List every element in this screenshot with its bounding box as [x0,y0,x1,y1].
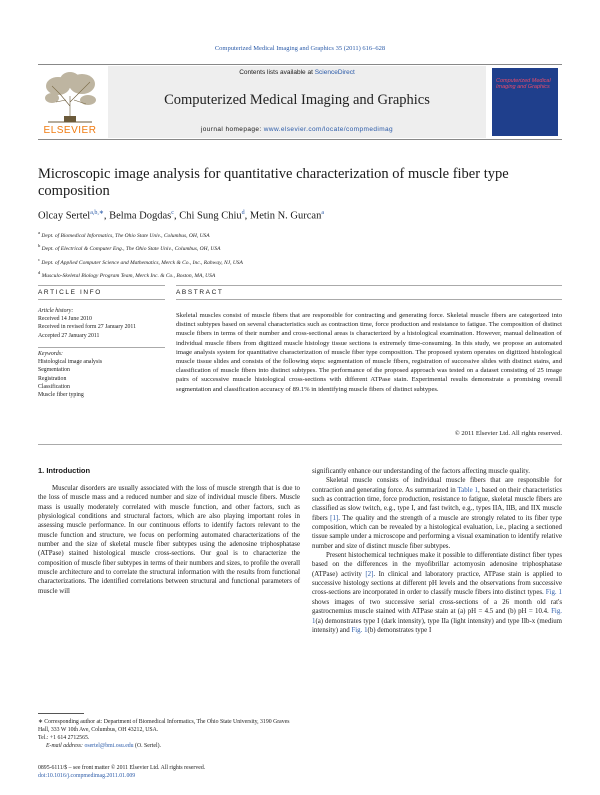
author-name: Chi Sung Chiu [179,210,242,222]
author-list: Olcay Sertel$^{a,b,∗}$, Belma Dogdas$^c$, Chi Sung Chiu$^d$, Metin N. Gurcan$^a$ [38,210,324,222]
contents-prefix: Contents lists available at [239,69,315,76]
history-item: Accepted 27 January 2011 [38,332,100,339]
article-history [38,307,168,340]
affiliation-item: $^b$ Dept. of Electrical & Computer Eng., The Ohio State Univ., Columbus, OH, USA [38,243,221,253]
keyword-item: Segmentation [38,367,70,374]
header-rule-bottom [38,139,562,140]
right-column [312,467,562,635]
keywords-list [38,350,168,399]
keyword-item: Classification [38,383,70,390]
keyword-item: Registration [38,375,67,382]
front-matter-info [38,764,300,780]
intro-paragraph: Muscular disorders are usually associated with the loss of muscle strength that is due to the loss of muscle mass and a reduced number and size of individual muscle fibers. Muscle mass is usually moderately correlated with muscle function, and other factors, such as physiological conditions and structural factors, which are also playing important roles in assessing muscle performance. In our continuous efforts to identify factors relevant to the muscle function and structure, we focus on performing automated characterizations of the number and the size of skeletal muscle fiber subtypes using the adenosine triphosphatase (ATPase) stained histological muscle cross-sections. Our goal is to characterize the composition of muscle fiber subtypes in terms of their numbers and sizes, to profile the overall muscle architecture and to correlate the structural information with the results from functional characterizations. The identified correlations between structural and functional parameters of muscle will [38,485,300,595]
cover-title: Computerized Medical Imaging and Graphics [496,78,551,90]
footnote-rule [38,713,84,714]
table-reference-link[interactable]: Table 1 [457,486,479,494]
keyword-item: Histological image analysis [38,359,103,366]
journal-reference[interactable]: Computerized Medical Imaging and Graphics 35 (2011) 616–628 [214,45,386,52]
affiliation-item: $^a$ Dept. of Biomedical Informatics, The Ohio State Univ., Columbus, OH, USA [38,230,210,239]
author-affiliation-marker[interactable]: c [171,210,174,216]
author-affiliation-marker[interactable]: a [321,210,324,216]
issn-line: 0895-6111/$ – see front matter © 2011 Elsevier Ltd. All rights reserved. [38,765,206,771]
article-info-label: ARTICLE INFO [38,289,102,296]
intro-paragraph: Skeletal muscle consists of individual muscle fibers that are responsible for contraction and generating force. As summarized in Table 1, based on their characteristics such as contraction time, force production, resistance to fatigue, skeletal muscle fibers are classified as slow twitch, e.g., type I, and fast twitch, e.g., types IIA, IIB, and IIX muscle fibers [1]. The quality and the strength of a muscle are strongly related to its fiber type composition, which can be revealed by a histological evaluation, i.e., placing a sectioned tissue sample under a microscope and performing a visual examination to identify relative number and size of distinct muscle fiber subtypes. [312,477,562,550]
keyword-item: Muscle fiber typing [38,392,84,399]
author-affiliation-marker[interactable]: a,b,∗ [90,210,104,216]
affiliation-item: $^d$ Musculo-Skeletal Biology Program Team, Merck Inc. & Co., Boston, MA, USA [38,270,216,280]
email-link[interactable]: osertel@bmi.osu.edu [84,743,134,749]
keywords-heading: Keywords: [38,351,63,357]
author-name: Belma Dogdas [109,210,172,222]
sciencedirect-link[interactable]: ScienceDirect [314,69,355,76]
citation-link[interactable]: [1] [330,514,339,522]
affiliation-item: $^c$ Dept. of Applied Computer Science and Mathematics, Merck & Co., Inc., Rahway, NJ, USA [38,256,243,266]
copyright-line: © 2011 Elsevier Ltd. All rights reserved. [454,430,562,437]
article-info-rule [38,285,165,286]
left-column [38,484,300,596]
contents-line [108,69,486,76]
telephone-number: Tel.: +1 614 2712565. [38,735,90,741]
author-affiliation-marker[interactable]: d [241,210,245,216]
figure-reference-link[interactable]: Fig. 1 [545,589,562,597]
history-item: Received in revised form 27 January 2011 [38,324,136,331]
publisher-wordmark: ELSEVIER [43,125,97,136]
author-name: Olcay Sertel [38,210,91,222]
header-rule-top [38,64,562,65]
keywords-rule [38,347,165,348]
journal-homepage-link[interactable]: www.elsevier.com/locate/compmedimag [263,126,394,133]
history-item: Received 14 June 2010 [38,316,92,323]
email-line: E-mail address: osertel@bmi.osu.edu (O. Sertel). [46,743,161,749]
doi-link[interactable]: doi:10.1016/j.compmedimag.2011.01.009 [38,773,136,779]
abstract-bottom-rule [38,444,562,445]
homepage-prefix: journal homepage: [200,126,264,133]
journal-title: Computerized Medical Imaging and Graphics [164,92,430,108]
author-name: Metin N. Gurcan [249,210,322,222]
abstract-text: Skeletal muscles consist of muscle fibers that are responsible for contracting and generating force. Skeletal muscle fibers are categorized into distinct subtypes based on several characteristics such as contraction time, force production and resistance to fatigue. The composition of distinct muscle fibers in terms of their number and cross-sectional areas is characterized by a histological examination. However, manual delineation of individual muscle fibers from digitized muscle histology tissue sections is extremely time-consuming. In this study, we propose an automated image analysis system for quantitative characterization of muscle fiber type composition. The proposed system operates on digitized histological muscle tissue slides and consists of the following steps: segmentation of muscle fibers, registration of successive slides with distinct stains, and classification of muscle fibers into distinct subtypes. The performance of the proposed approach was tested on a dataset consisting of 25 image pairs of successive muscle histological cross-sections with different ATPase stain. Experimental results demonstrate a promising overall segmentation and classification accuracy of 89.1% in identifying muscle fibers of distinct subtypes. [176,312,562,393]
corresponding-author-address: ∗ Corresponding author at: Department of Biomedical Informatics, The Ohio State University, 3190 Graves Hall, 333 W 10th Ave, Columbus, OH 43212, USA. [38,719,290,733]
figure-reference-link[interactable]: Fig. 1 [351,626,368,634]
intro-paragraph: significantly enhance our understanding of the factors affecting muscle quality. [312,468,530,475]
affiliation-list [38,228,562,282]
article-title: Microscopic image analysis for quantitative characterization of muscle fiber type composition [38,166,509,199]
homepage-line [108,126,486,133]
intro-paragraph: Present histochemical techniques make it possible to differentiate distinct fiber types based on the differences in the myofibrillar actomyosin adenosine triphosphatase (ATPase) activity [2]. In clinical and laboratory practice, ATPase stain is applied to successive histology sections at different pH levels and the observations from successive cross-sections are incorporated in order to classify muscle fibers into distinct types. Fig. 1 shows images of two successive serial cross-sections of a 26 month old rat's gastrocnemius muscle stained with ATPase stain at (a) pH = 4.5 and (b) pH = 10.4. Fig. 1(a) demonstrates type I (dark intensity), type IIa (light intensity) and type IIb-x (medium intensity) and Fig. 1(b) demonstrates type I [312,552,562,634]
section-heading-introduction: 1. Introduction [38,466,91,475]
abstract-label: ABSTRACT [176,289,224,296]
figure-reference-link[interactable]: Fig. 1 [312,608,562,625]
corresponding-author-footnote [38,718,300,750]
abstract-rule-2 [176,299,562,300]
article-info-rule-2 [38,299,165,300]
abstract-rule [176,285,562,286]
citation-link[interactable]: [2] [365,570,374,578]
history-heading: Article history: [38,308,74,314]
